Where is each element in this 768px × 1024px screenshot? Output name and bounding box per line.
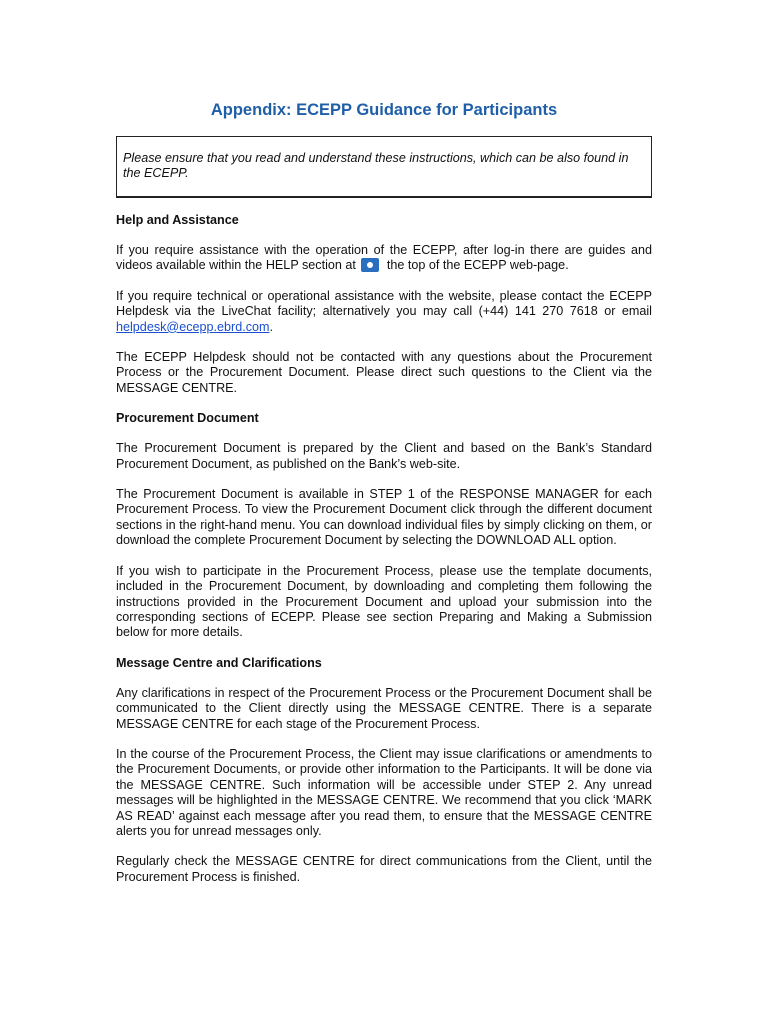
help-paragraph-3: The ECEPP Helpdesk should not be contacted with any questions about the Procurement Process or the Procurement Document. Please direct such questions to the Client via the MESSAGE CENTRE. [116, 350, 652, 395]
help-p1-before: If you require assistance with the operation of the ECEPP, after log-in there are guides and videos available within the HELP section at [116, 243, 652, 273]
help-p2-text: If you require technical or operational assistance with the website, please contact the ECEPP Helpdesk via the LiveChat facility; alternatively you may call (+44) 141 270 7618 or email [116, 288, 652, 319]
help-paragraph-2: If you require technical or operational assistance with the website, please contact the ECEPP Helpdesk via the LiveChat facility; alternatively you may call (+44) 141 270 7618 or email helpdesk@ecepp.ebrd.com. [116, 288, 652, 334]
procurement-paragraph-2: The Procurement Document is available in STEP 1 of the RESPONSE MANAGER for each Procurement Process. To view the Procurement Document click through the different document sections in the right-hand menu. You can download individual files by simply clicking on them, or download the complete Procurement Document by selecting the DOWNLOAD ALL option. [116, 487, 652, 548]
procurement-paragraph-1: The Procurement Document is prepared by the Client and based on the Bank’s Standard Procurement Document, as published on the Bank’s web-site. [116, 441, 652, 471]
help-icon [361, 258, 379, 272]
heading-help-assistance: Help and Assistance [116, 213, 239, 227]
procurement-paragraph-3: If you wish to participate in the Procurement Process, please use the template documents, included in the Procurement Document, by downloading and completing them following the instructions provided in the Procurement Document and upload your submission into the corresponding sections of ECEPP. Please see section Preparing and Making a Submission below for more details. [116, 563, 652, 640]
document-page [116, 0, 652, 885]
heading-procurement-document: Procurement Document [116, 411, 259, 426]
messages-paragraph-2: In the course of the Procurement Process, the Client may issue clarifications or amendments to the Procurement Documents, or provide other information to the Participants. It will be done via the MESSAGE CENTRE. Such information will be accessible under STEP 2. Any unread messages will be highlighted in the MESSAGE CENTRE. We recommend that you click ‘MARK AS READ’ against each message after you read them, to ensure that the MESSAGE CENTRE alerts you for unread messages only. [116, 746, 652, 838]
help-p1-after: the top of the ECEPP web-page. [386, 258, 569, 273]
help-paragraph-1 [116, 243, 652, 274]
messages-paragraph-1: Any clarifications in respect of the Procurement Process or the Procurement Document shall be communicated to the Client directly using the MESSAGE CENTRE. There is a separate MESSAGE CENTRE for each stage of the Procurement Process. [116, 685, 652, 731]
helpdesk-email-link[interactable]: helpdesk@ecepp.ebrd.com [116, 319, 270, 334]
notice-box: Please ensure that you read and understand these instructions, which can be also found in the ECEPP. [116, 136, 652, 198]
page-title: Appendix: ECEPP Guidance for Participants [210, 101, 558, 119]
messages-paragraph-3: Regularly check the MESSAGE CENTRE for direct communications from the Client, until the Procurement Process is finished. [116, 854, 652, 884]
heading-message-centre: Message Centre and Clarifications [116, 655, 322, 670]
